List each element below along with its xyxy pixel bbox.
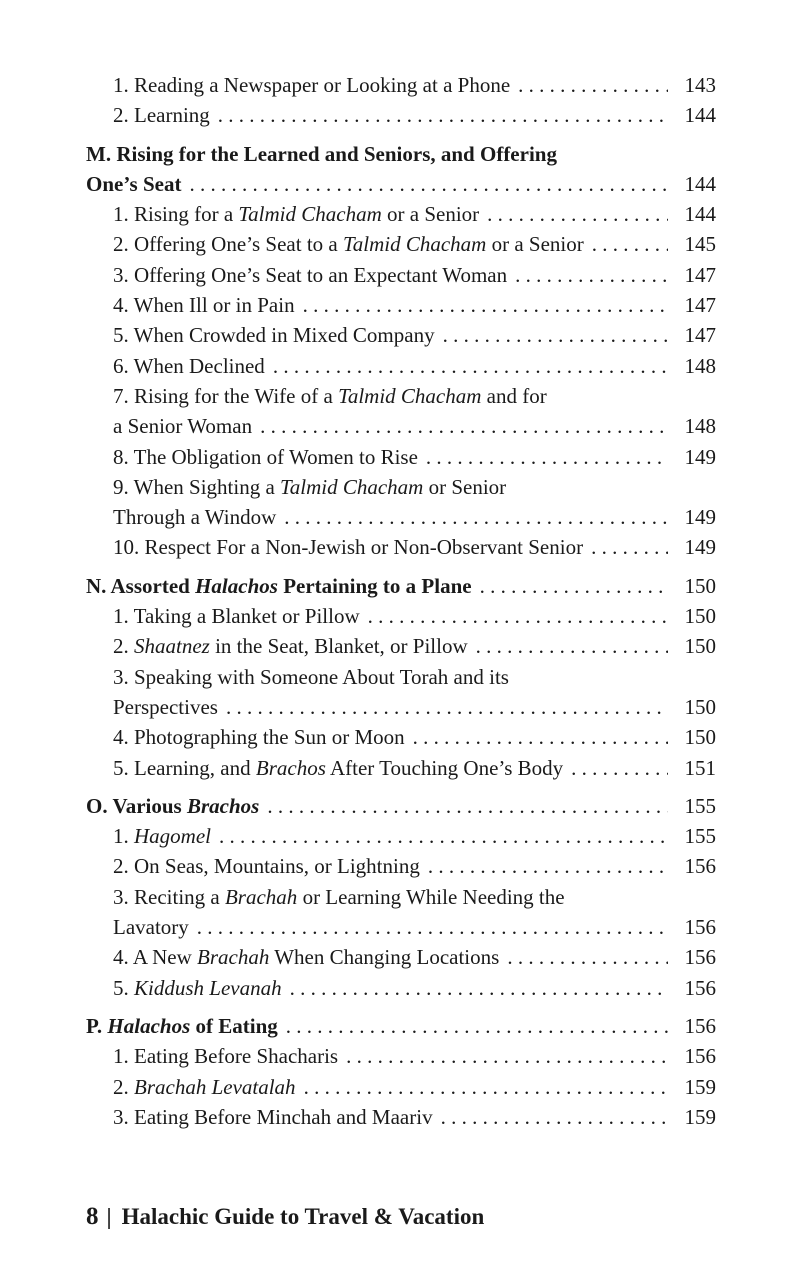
section-letter: N. [86,573,111,598]
entry-number: 3. [113,262,129,287]
dot-leader [571,753,668,783]
toc-entry [86,821,716,851]
entry-text: The Obligation of Women to Rise [128,444,418,469]
entry-text: After Touching One’s Body [325,755,564,780]
footer-separator: | [106,1204,112,1229]
section-heading-text: M. Rising for the Learned and Seniors, and Offering [86,141,557,166]
toc-section [86,70,716,131]
toc-entry-continuation [86,502,716,532]
toc-entry [86,662,716,692]
entry-text: Learning, and [128,755,256,780]
italic-term: Talmid Chacham [280,474,424,499]
dot-leader [273,351,668,381]
entry-text: On Seas, Mountains, or Lightning [128,854,420,879]
page-ref: 147 [684,262,716,287]
entry-number: 1. [113,1044,129,1069]
toc-entry-text [113,290,295,320]
toc-entry [86,260,716,290]
entry-number: 10. [113,535,140,560]
page-ref: 156 [684,915,716,940]
entry-text: Assorted [110,573,196,598]
toc-entry-text [113,381,547,411]
toc-entry-text [113,942,499,972]
page-ref: 159 [684,1104,716,1129]
toc-entry [86,472,716,502]
entry-text: When Crowded in Mixed Company [128,323,435,348]
dot-leader [303,290,668,320]
toc-entry-text [113,662,509,692]
dot-leader [286,1011,668,1041]
entry-number: 1. [113,604,129,629]
entry-text: or Senior [423,474,507,499]
section-heading-text [86,791,259,821]
entry-number: 3. [113,664,129,689]
page-ref: 150 [684,694,716,719]
entry-number: 4. [113,725,129,750]
toc-entry [86,1072,716,1102]
entry-text: When Declined [128,353,265,378]
dot-leader [346,1041,668,1071]
entry-number: 2. [113,854,129,879]
section-heading-text [86,1011,278,1041]
toc-entry [86,1041,716,1071]
page-ref: 145 [684,232,716,257]
toc-entry [86,973,716,1003]
entry-number: 1. [113,73,129,97]
dot-leader [267,791,668,821]
toc-entry-text [113,199,479,229]
entry-text: in the Seat, Blanket, or Pillow [209,634,468,659]
toc-entry [86,942,716,972]
page-ref: 148 [684,353,716,378]
page-ref: 155 [684,793,716,818]
toc-entry [86,442,716,472]
toc-entry [86,351,716,381]
entry-text: Offering One’s Seat to a [128,232,343,257]
toc-entry-text [113,882,565,912]
toc-section [86,571,716,783]
toc-entry-text: Perspectives [113,694,218,719]
dot-leader [368,601,668,631]
italic-term: Talmid Chacham [238,202,382,227]
page-footer [86,1203,484,1231]
entry-text: When Changing Locations [269,945,500,970]
page-ref: 155 [684,824,716,849]
toc-entry-text [113,320,435,350]
entry-number: 6. [113,353,129,378]
toc-entry-text [113,472,506,502]
toc-entry-text [113,100,210,130]
toc-entry [86,532,716,562]
toc-entry [86,722,716,752]
toc-entry [86,100,716,130]
dot-leader [218,100,668,130]
dot-leader [219,821,668,851]
toc-entry [86,70,716,100]
entry-text: and for [481,383,547,408]
entry-text: Offering One’s Seat to an Expectant Woman [128,262,508,287]
toc-entry-text [113,821,211,851]
toc-entry-text [113,442,418,472]
page-ref: 150 [684,725,716,750]
page-ref: 159 [684,1074,716,1099]
toc-entry-text [113,722,405,752]
entry-text: Speaking with Someone About Torah and its [128,664,509,689]
section-heading-text [86,571,472,601]
page-ref: 156 [684,1044,716,1069]
entry-text: of Eating [190,1013,278,1038]
page-ref: 144 [684,202,716,227]
toc-entry-text [113,601,360,631]
page-ref: 156 [684,854,716,879]
italic-term: Hagomel [134,824,211,849]
dot-leader [413,722,668,752]
section-heading [86,169,716,199]
toc-entry-continuation [86,411,716,441]
page-ref: 150 [684,573,716,598]
toc-entry-continuation [86,912,716,942]
entry-number: 2. [113,634,129,659]
toc-section [86,139,716,563]
toc-entry-text [113,351,265,381]
dot-leader [284,502,668,532]
dot-leader [426,442,668,472]
table-of-contents [86,70,716,1132]
page-ref: 150 [684,604,716,629]
italic-term: Brachah Levatalah [134,1074,296,1099]
italic-term: Kiddush Levanah [134,975,282,1000]
entry-text: Reciting a [128,884,225,909]
toc-entry-text [113,260,507,290]
toc-entry [86,320,716,350]
entry-text: or a Senior [486,232,584,257]
entry-text: When Ill or in Pain [128,293,295,318]
page-ref: 156 [684,945,716,970]
italic-term: Halachos [107,1013,191,1038]
toc-entry-text [113,631,468,661]
italic-term: Shaatnez [134,634,210,659]
entry-number: 5. [113,975,129,1000]
toc-entry [86,229,716,259]
entry-text: Various [112,793,187,818]
dot-leader [304,1072,668,1102]
toc-entry [86,882,716,912]
entry-text: Photographing the Sun or Moon [128,725,405,750]
entry-number: 9. [113,474,129,499]
entry-text: A New [128,945,197,970]
entry-number: 7. [113,383,129,408]
dot-leader [443,320,668,350]
page-ref: 148 [684,414,716,439]
toc-entry-text: a Senior Woman [113,414,253,439]
entry-text: Rising for a [128,202,239,227]
toc-entry [86,601,716,631]
italic-term: Brachah [224,884,298,909]
entry-number: 1. [113,202,129,227]
toc-entry [86,753,716,783]
entry-number: 1. [113,824,129,849]
dot-leader [507,942,668,972]
entry-text: Eating Before Minchah and Maariv [128,1104,433,1129]
entry-text: When Sighting a [128,474,281,499]
entry-text: Eating Before Shacharis [128,1044,339,1069]
section-heading [86,791,716,821]
dot-leader [591,532,668,562]
entry-text: Taking a Blanket or Pillow [128,604,360,629]
italic-term: Talmid Chacham [342,232,487,257]
toc-section [86,1011,716,1132]
page-ref: 156 [684,1013,716,1038]
entry-text: or a Senior [381,202,480,227]
entry-number: 2. [113,1074,129,1099]
page-ref: 147 [684,293,716,318]
page-ref: 149 [684,535,716,560]
entry-number: 2. [113,103,129,128]
dot-leader [515,260,668,290]
toc-entry-text [113,753,563,783]
section-heading [86,139,716,169]
page-ref: 149 [684,505,716,530]
dot-leader [518,70,668,100]
entry-text: Rising for the Wife of a [128,383,339,408]
page-ref: 143 [684,73,716,97]
italic-term: Halachos [195,573,278,598]
italic-term: Brachah [197,945,270,970]
page-ref: 144 [684,171,716,196]
toc-entry-continuation [86,692,716,722]
toc-entry [86,631,716,661]
section-heading [86,571,716,601]
dot-leader [189,169,668,199]
dot-leader [592,229,668,259]
dot-leader [487,199,668,229]
dot-leader [476,631,668,661]
entry-number: 3. [113,884,129,909]
page-ref: 156 [684,975,716,1000]
toc-section [86,791,716,1003]
toc-entry [86,381,716,411]
page-ref: 151 [684,755,716,780]
entry-text: Learning [128,103,210,128]
dot-leader [260,411,668,441]
toc-entry-text [113,70,510,100]
page-ref: 144 [684,103,716,128]
italic-term: Brachos [255,755,326,780]
page-ref: 149 [684,444,716,469]
toc-entry [86,290,716,320]
entry-number: 5. [113,323,129,348]
section-heading [86,1011,716,1041]
entry-text: Pertaining to a Plane [277,573,472,598]
toc-entry-text [113,851,420,881]
page-ref: 150 [684,634,716,659]
entry-number: 3. [113,1104,129,1129]
toc-entry-text [113,973,282,1003]
book-title: Halachic Guide to Travel & Vacation [121,1204,485,1229]
entry-number: 4. [113,293,129,318]
toc-entry-text [113,1072,296,1102]
dot-leader [290,973,668,1003]
section-letter: O. [86,793,113,818]
entry-text: or Learning While Needing the [297,884,565,909]
italic-term: Talmid Chacham [338,383,482,408]
entry-text: Respect For a Non-Jewish or Non-Observant Senior [139,535,584,560]
entry-number: 4. [113,945,129,970]
toc-entry-text: Lavatory [113,915,189,940]
toc-entry [86,1102,716,1132]
dot-leader [480,571,668,601]
dot-leader [197,912,668,942]
dot-leader [441,1102,668,1132]
toc-entry-text [113,1102,433,1132]
page-ref: 147 [684,323,716,348]
entry-number: 2. [113,232,129,257]
toc-entry [86,199,716,229]
dot-leader [226,692,668,722]
entry-number: 5. [113,755,129,780]
page-number: 8 [86,1203,99,1230]
toc-entry [86,851,716,881]
toc-entry-text [113,532,583,562]
dot-leader [428,851,668,881]
toc-entry-text [113,1041,338,1071]
toc-entry-text: Through a Window [113,505,277,530]
entry-number: 8. [113,444,129,469]
italic-term: Brachos [186,793,260,818]
entry-text: Reading a Newspaper or Looking at a Phone [128,73,511,97]
section-heading-text: One’s Seat [86,171,182,196]
section-letter: P. [86,1013,108,1038]
toc-entry-text [113,229,584,259]
